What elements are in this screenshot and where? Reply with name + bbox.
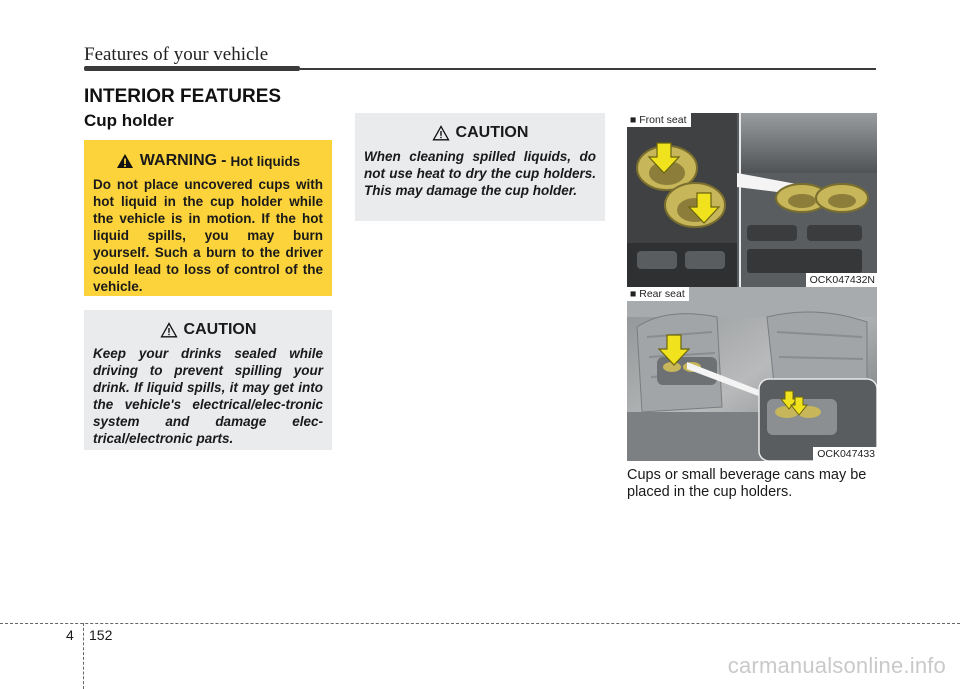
warning-subtitle: Hot liquids xyxy=(230,153,301,169)
caution-triangle-icon xyxy=(432,125,450,141)
caution-header xyxy=(364,122,596,144)
caution-box-cleaning xyxy=(355,113,605,221)
body-text: Cups or small beverage cans may be placed in the cup holders. xyxy=(627,467,867,500)
rear-seat-cup-holder-illustration xyxy=(627,287,877,461)
caution-label: CAUTION xyxy=(183,321,257,338)
header-title: Features of your vehicle xyxy=(84,44,269,65)
caution-body: Keep your drinks sealed while driving to prevent spilling your drink. If liquid spills, it may get into the vehicle's electrical/elec-tronic system and damage elec-trical/electronic parts. xyxy=(93,346,323,446)
front-seat-cup-holder-illustration xyxy=(627,113,877,287)
warning-header xyxy=(93,150,323,172)
footer-page-number: 152 xyxy=(89,627,113,643)
caution-triangle-icon xyxy=(160,322,178,338)
warning-box xyxy=(84,140,332,296)
figure-code-rear-seat: OCK047433 xyxy=(813,447,877,461)
section-title: INTERIOR FEATURES xyxy=(84,86,282,107)
warning-triangle-icon xyxy=(116,153,134,169)
figure-code-front-seat: OCK047432N xyxy=(806,273,877,287)
subsection-title: Cup holder xyxy=(84,111,174,130)
watermark: carmanualsonline.info xyxy=(727,653,946,678)
figure-rear-seat xyxy=(627,287,877,461)
caution-label: CAUTION xyxy=(455,124,529,141)
caution-header xyxy=(93,319,323,341)
figure-front-seat xyxy=(627,113,877,287)
footer-vertical-rule xyxy=(83,623,84,689)
figure-label-front-seat: ■ Front seat xyxy=(627,113,691,127)
warning-dash: - xyxy=(221,152,227,169)
caution-box-drinks xyxy=(84,310,332,450)
header-rule-thin xyxy=(300,68,876,70)
warning-body: Do not place uncovered cups with hot liquid in the cup holder while the vehicle is in motion. If the hot liquid spills, you may burn yourself. Such a burn to the driver could lead to loss of control of the vehicle. xyxy=(93,177,323,294)
footer-chapter-number: 4 xyxy=(66,627,74,643)
footer-rule xyxy=(0,623,960,624)
figure-label-rear-seat: ■ Rear seat xyxy=(627,287,689,301)
warning-label: WARNING xyxy=(139,152,218,169)
header-rule-thick xyxy=(84,66,300,71)
caution-body: When cleaning spilled liquids, do not use heat to dry the cup holders. This may damage the cup holder. xyxy=(364,149,596,198)
